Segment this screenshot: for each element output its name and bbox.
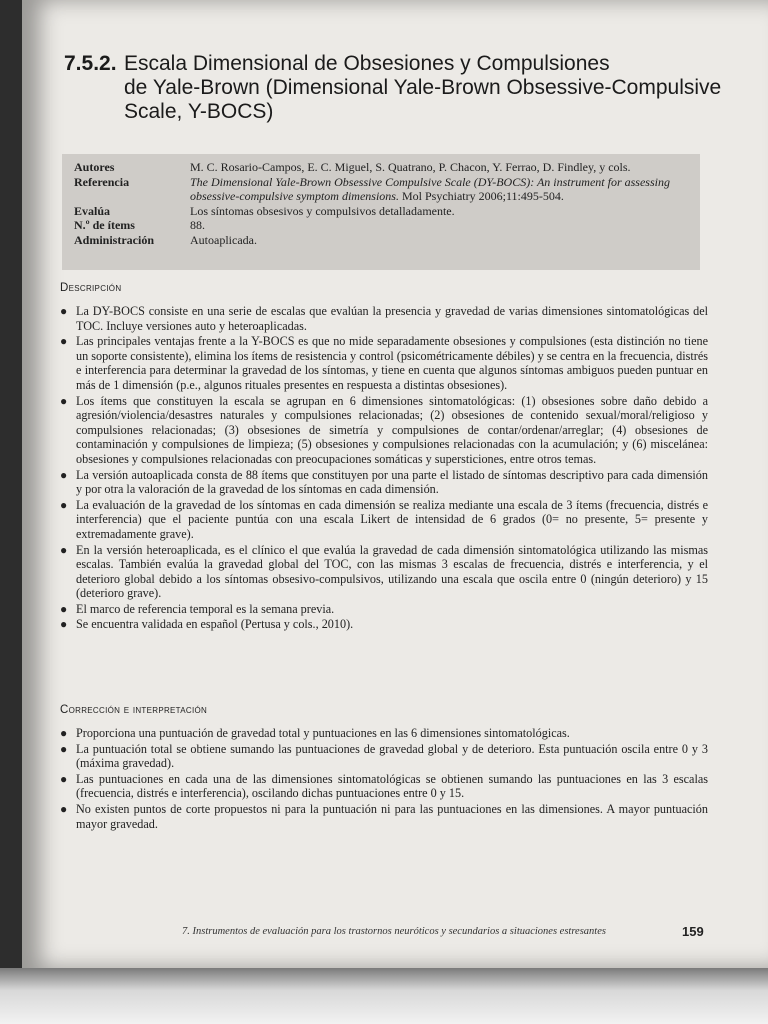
items-label: N.º de ítems: [74, 218, 135, 232]
referencia-journal: Mol Psychiatry 2006;11:495-504.: [401, 189, 564, 203]
title-rest: de Yale-Brown (Dimensional Yale-Brown Obsessive-Compulsive Scale, Y-BOCS): [124, 76, 722, 123]
list-item: [58, 772, 708, 801]
bullet-icon: ●: [60, 801, 68, 816]
referencia-label: Referencia: [74, 174, 130, 189]
descripcion-heading: Descripción: [60, 282, 122, 294]
list-item: [58, 742, 708, 771]
list-item-text: En la versión heteroaplicada, es el clínico el que evalúa la gravedad de cada dimensión sintomatológica utilizando las mismas escalas. También evalúa la gravedad global del TOC, con las mismas 3 escalas de frecuencia, distrés e interferencia, y el deterioro global debido a los síntomas obsesivo-compulsivos, utilizando una escala que oscila entre 0 (ningún deterioro) y 15 (deterioro grave).: [76, 542, 708, 601]
list-item-text: Proporciona una puntuación de gravedad total y puntuaciones en las 6 dimensiones sintomatológicas.: [76, 726, 570, 740]
section-title: [64, 52, 744, 124]
info-box: [62, 154, 700, 270]
list-item-text: Las principales ventajas frente a la Y-BOCS es que no mide separadamente obsesiones y compulsiones (esta distinción no tiene un soporte consistente), elimina los ítems de resistencia y control (psicométricamente débiles) y se centra en la frecuencia, distrés e interferencia para determinar la gravedad de los síntomas, y tiene en cuenta que algunos síntomas ambiguos pueden puntuar en más de 1 dimensión (p.e., algunos rituales presentes en respuesta a distintas obsesiones).: [76, 334, 708, 392]
bullet-icon: ●: [60, 726, 68, 740]
list-item: [58, 543, 708, 601]
autores-value: M. C. Rosario-Campos, E. C. Miguel, S. Quatrano, P. Chacon, Y. Ferrao, D. Findley, y cols.: [190, 160, 631, 174]
list-item-text: El marco de referencia temporal es la semana previa.: [76, 601, 335, 616]
title-line-1: Escala Dimensional de Obsesiones y Compulsiones: [124, 52, 610, 75]
bullet-icon: ●: [60, 617, 68, 632]
bullet-icon: ●: [60, 771, 68, 786]
info-row-evalua: [74, 204, 688, 219]
list-item-text: Los ítems que constituyen la escala se agrupan en 6 dimensiones sintomatológicas: (1) obsesiones sobre daño debido a agresión/violencia/desastres naturales y compulsiones relacionadas; (2) obsesiones de contenido sexual/moral/religioso y compulsiones relacionadas; (3) obsesiones de simetría y compulsiones de contar/ordenar/arreglar; (4) obsesiones de contaminación y compulsiones de limpieza; (5) obsesiones y compulsiones relacionadas con la acumulación; y (6) miscelánea: obsesiones y compulsiones relacionadas con preocupaciones somáticas y supersticiones, entre otros temas.: [76, 393, 708, 466]
bullet-icon: ●: [60, 542, 68, 557]
list-item-text: No existen puntos de corte propuestos ni para la puntuación ni para las puntuaciones en las dimensiones. A mayor puntuación mayor gravedad.: [76, 801, 708, 831]
info-row-admin: [74, 233, 688, 248]
bullet-icon: ●: [60, 497, 68, 512]
autores-label: Autores: [74, 160, 115, 174]
list-item: [58, 617, 708, 632]
items-value: 88.: [190, 218, 205, 232]
list-item-text: La puntuación total se obtiene sumando las puntuaciones de gravedad global y de deterioro. Esta puntuación oscila entre 0 y 3 (máxima gravedad).: [76, 741, 708, 771]
bullet-icon: ●: [60, 601, 68, 616]
correccion-list: [58, 726, 708, 832]
bullet-icon: ●: [60, 304, 68, 318]
list-item: [58, 394, 708, 467]
correccion-heading: Corrección e interpretación: [60, 704, 208, 716]
admin-label: Administración: [74, 232, 155, 247]
list-item: [58, 802, 708, 831]
bullet-icon: ●: [60, 393, 68, 408]
page-number: 159: [682, 924, 704, 939]
section-number: 7.5.2.: [64, 52, 117, 75]
scan-bottom-edge: [0, 968, 768, 1024]
list-item-text: Se encuentra validada en español (Pertusa y cols., 2010).: [76, 617, 354, 632]
info-row-autores: [74, 160, 688, 175]
list-item: [58, 602, 708, 617]
bullet-icon: ●: [60, 741, 68, 756]
descripcion-list: [58, 304, 708, 633]
bullet-icon: ●: [60, 467, 68, 482]
list-item: [58, 468, 708, 497]
list-item-text: La DY-BOCS consiste en una serie de escalas que evalúan la presencia y gravedad de varias dimensiones sintomatológicas del TOC. Incluye versiones auto y heteroaplicadas.: [76, 304, 708, 333]
referencia-value: [190, 175, 688, 204]
running-footer: 7. Instrumentos de evaluación para los trastornos neuróticos y secundarios a situaciones estresantes: [182, 926, 606, 937]
evalua-value: Los síntomas obsesivos y compulsivos detalladamente.: [190, 203, 455, 218]
info-row-items: [74, 218, 688, 233]
list-item: [58, 334, 708, 392]
list-item-text: Las puntuaciones en cada una de las dimensiones sintomatológicas se obtienen sumando las puntuaciones en las 3 escalas (frecuencia, distrés e interferencia), oscilando dichas puntuaciones entre 0 y 15.: [76, 771, 708, 801]
admin-value: Autoaplicada.: [190, 232, 257, 247]
bullet-icon: ●: [60, 334, 68, 349]
list-item: [58, 726, 708, 741]
referencia-title: The Dimensional Yale-Brown Obsessive Compulsive Scale (DY-BOCS): An instrument for assessing obsessive-compulsive symptom dimensions.: [190, 174, 670, 203]
list-item: [58, 304, 708, 333]
book-page: [22, 0, 768, 968]
info-row-referencia: [74, 175, 688, 204]
list-item: [58, 498, 708, 542]
list-item-text: La evaluación de la gravedad de los síntomas en cada dimensión se realiza mediante una escala de 3 ítems (frecuencia, distrés e interferencia) que el paciente puntúa con una escala Likert de intensidad de 6 grados (0= no presente, 5= presente y extremadamente grave).: [76, 497, 708, 541]
evalua-label: Evalúa: [74, 203, 111, 218]
list-item-text: La versión autoaplicada consta de 88 ítems que constituyen por una parte el listado de síntomas descriptivo para cada dimensión y por otra la valoración de la gravedad de los síntomas en cada dimensión.: [76, 467, 708, 497]
